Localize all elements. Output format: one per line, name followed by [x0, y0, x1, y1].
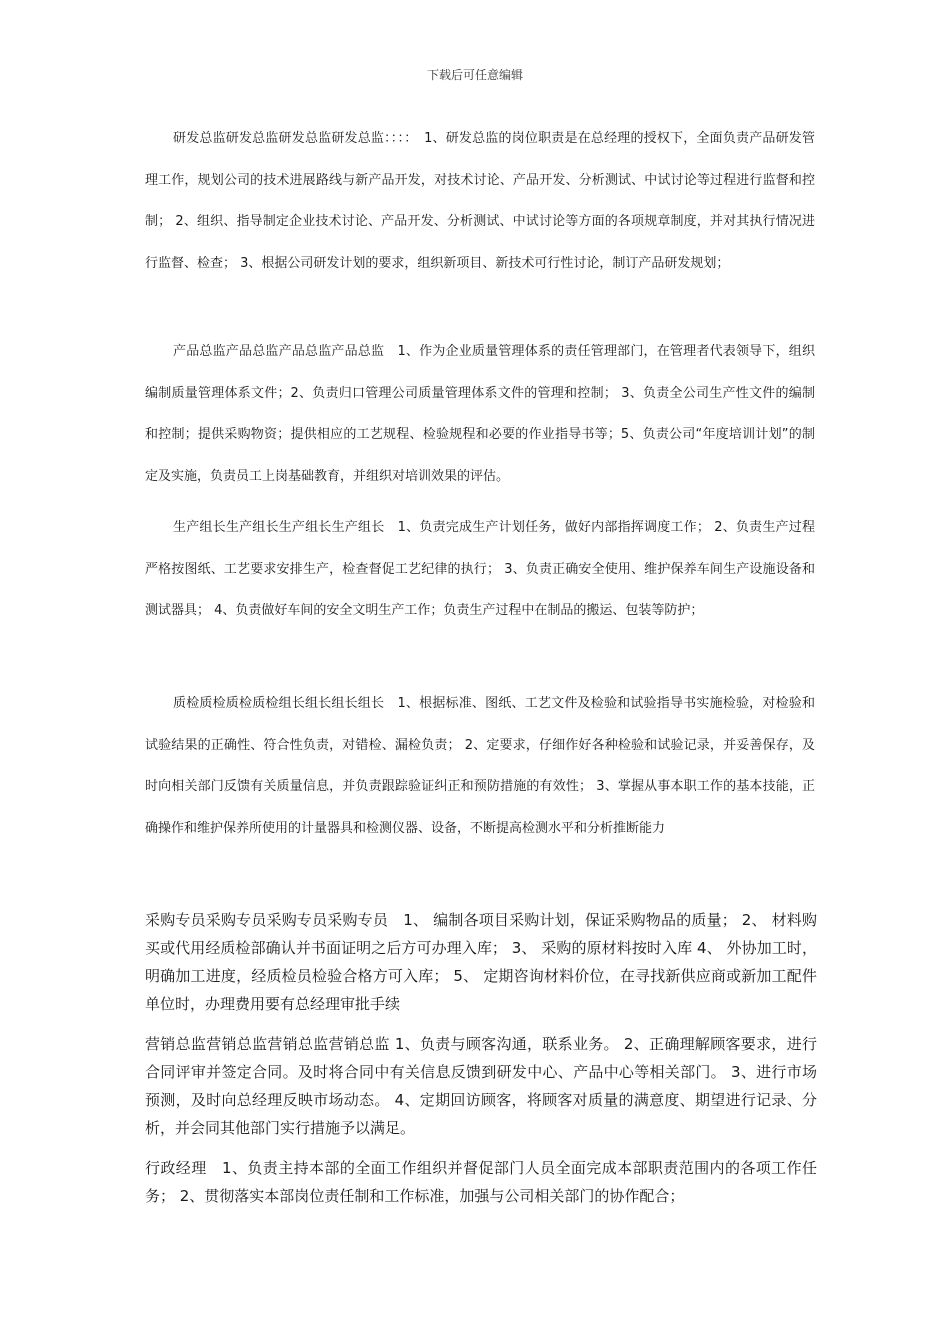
paragraph-admin-manager: 行政经理 1、负责主持本部的全面工作组织并督促部门人员全面完成本部职责范围内的各项工作任务； 2、贯彻落实本部岗位责任制和工作标准，加强与公司相关部门的协作配合；	[145, 1159, 817, 1205]
paragraph-production-leader: 生产组长生产组长生产组长生产组长 1、负责完成生产计划任务，做好内部指挥调度工作； 2、负责生产过程严格按图纸、工艺要求安排生产，检查督促工艺纪律的执行； 3、负责正确安全使用、维护保养车间生产设施设备和测试器具； 4、负责做好车间的安全文明生产工作；负责生产过程中在制品的搬运、包装等防护；	[145, 520, 815, 618]
paragraph-marketing-director: 营销总监营销总监营销总监营销总监 1、负责与顾客沟通，联系业务。 2、正确理解顾客要求，进行合同评审并签定合同。及时将合同中有关信息反馈到研发中心、产品中心等相关部门。 3、进行市场预测，及时向总经理反映市场动态。 4、定期回访顾客，将顾客对质量的满意度、期望进行记录、分析，并会同其他部门实行措施予以满足。	[145, 1035, 817, 1137]
paragraph-qc-leader: 质检质检质检质检组长组长组长组长 1、根据标准、图纸、工艺文件及检验和试验指导书实施检验，对检验和试验结果的正确性、符合性负责，对错检、漏检负责； 2、定要求，仔细作好各种检验和试验记录，并妥善保存，及时向相关部门反馈有关质量信息，并负责跟踪验证纠正和预防措施的有效性； 3、掌握从事本职工作的基本技能，正确操作和维护保养所使用的计量器具和检测仪器、设备，不断提高检测水平和分析推断能力	[145, 696, 815, 836]
paragraph-purchasing-specialist: 采购专员采购专员采购专员采购专员 1、 编制各项目采购计划，保证采购物品的质量； 2、 材料购买或代用经质检部确认并书面证明之后方可办理入库； 3、 采购的原材料按时入库 4、 外协加工时，明确加工进度，经质检员检验合格方可入库； 5、 定期咨询材料价位，在寻找新供应商或新加工配件单位时，办理费用要有总经理审批手续	[145, 911, 817, 1013]
page-header: 下载后可任意编辑	[426, 68, 523, 82]
paragraph-rd-director: 研发总监研发总监研发总监研发总监：：：： 1、研发总监的岗位职责是在总经理的授权下，全面负责产品研发管理工作，规划公司的技术进展路线与新产品开发，对技术讨论、产品开发、分析测试、中试讨论等过程进行监督和控制； 2、组织、指导制定企业技术讨论、产品开发、分析测试、中试讨论等方面的各项规章制度，并对其执行情况进行监督、检查； 3、根据公司研发计划的要求，组织新项目、新技术可行性讨论，制订产品研发规划；	[145, 131, 815, 271]
paragraph-product-director: 产品总监产品总监产品总监产品总监 1、作为企业质量管理体系的责任管理部门，在管理者代表领导下，组织编制质量管理体系文件；2、负责归口管理公司质量管理体系文件的管理和控制； 3、负责全公司生产性文件的编制和控制；提供采购物资；提供相应的工艺规程、检验规程和必要的作业指导书等；5、负责公司“年度培训计划”的制定及实施，负责员工上岗基础教育，并组织对培训效果的评估。	[145, 344, 815, 484]
